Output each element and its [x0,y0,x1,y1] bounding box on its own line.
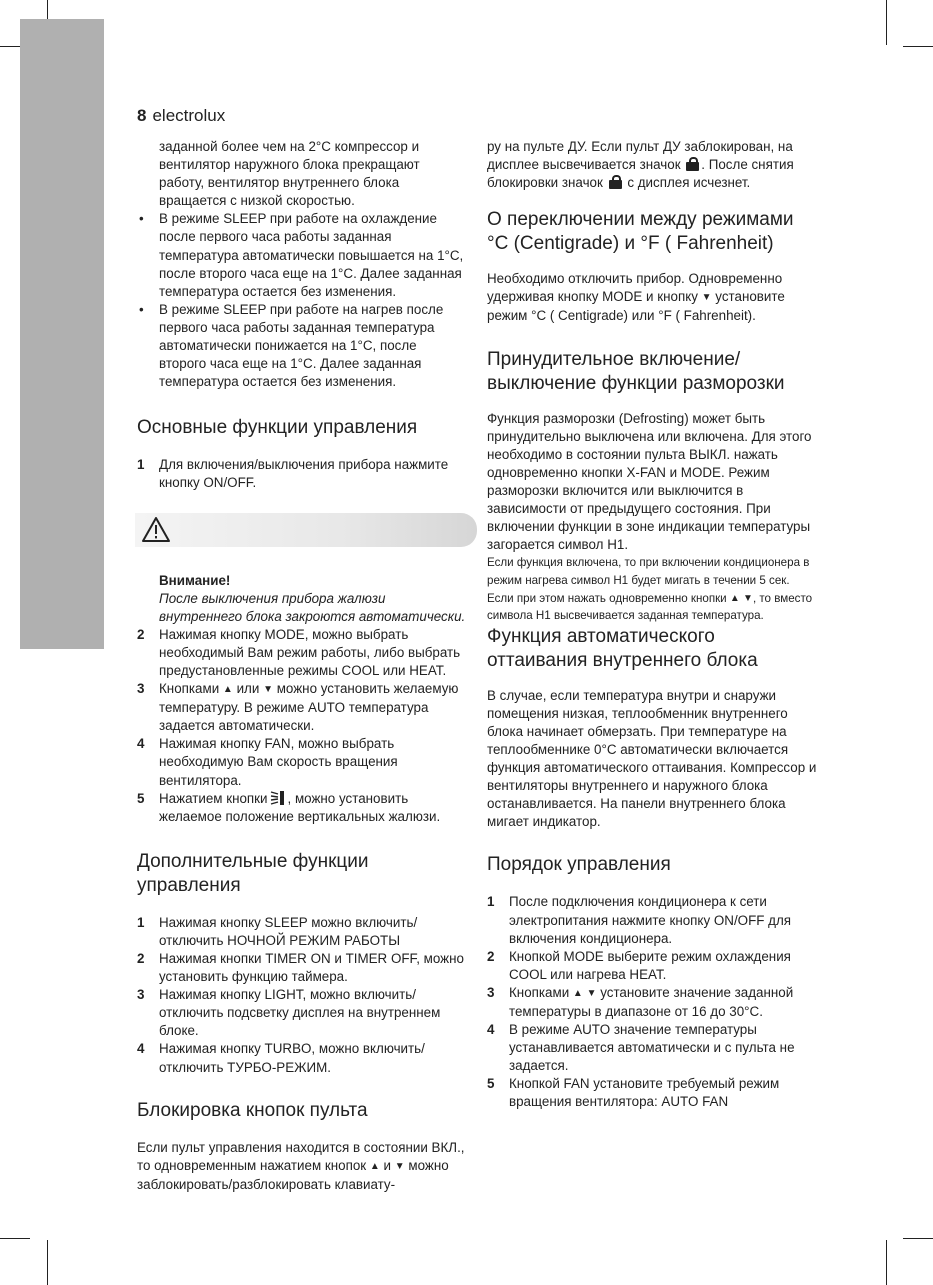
list-number: 2 [137,626,145,642]
lock-icon [686,157,699,171]
list-text: Кнопкой MODE выберите режим охлаждения COOL или нагрева HEAT. [509,948,791,982]
paragraph [487,554,819,624]
list-number: 3 [137,681,145,697]
crop-mark [0,1238,30,1239]
lock-icon [609,175,622,189]
units-text: Необходимо отключить прибор. Одновременно удерживая кнопку MODE и кнопку [487,271,783,305]
crop-mark [886,0,887,45]
crop-mark [886,1240,887,1285]
lock-cont-text: ру на пульте ДУ. Если пульт ДУ заблокирован, на дисплее высвечивается значок [487,139,793,173]
left-column [137,138,467,1194]
list-text: Кнопками [159,681,220,697]
list-number: 1 [487,894,495,910]
paragraph: В случае, если температура внутри и снаружи помещения низкая, теплообменник внутреннего блока начинает обмерзать. При температуре на теплообменнике 0°С автоматически включается функция автоматического оттаивания. Компрессор и вентиляторы внутреннего и наружного блока останавливается. На панели внутреннего блока мигает индикатор. [487,687,817,830]
bullet-item: • В режиме SLEEP при работе на охлаждение после первого часа работы заданная температура автоматически повышается на 1°С, после второго часа еще на 1°С. Далее заданная температура остается без изменения. [137,210,467,300]
list-text: Нажатием кнопки [159,790,268,806]
list-text: Нажимая кнопку TURBO, можно включить/отключить ТУРБО-РЕЖИМ. [159,1041,425,1075]
list-number: 1 [137,914,145,930]
list-item [137,914,467,950]
paragraph [487,270,819,325]
lock-text: Если пульт управления находится в состоянии ВКЛ., то одновременным нажатием кнопок [137,1139,465,1173]
side-tab [20,19,104,649]
lock-text: и [383,1157,392,1173]
list-number: 4 [137,736,145,752]
section-heading: Порядок управления [487,854,671,876]
list-number: 5 [487,1076,495,1092]
list-text: Нажимая кнопку LIGHT, можно включить/отключить подсветку дисплея на внутреннем блоке. [159,987,441,1039]
section-heading: Основные функции управления [137,417,418,439]
swing-louver-icon [270,790,286,806]
warning-note [137,572,467,626]
up-arrow-icon: ▲ [369,1160,380,1172]
down-arrow-icon: ▼ [586,987,597,999]
crop-mark [47,1240,48,1285]
list-text: Нажимая кнопки TIMER ON и TIMER OFF, можно установить функцию таймера. [159,951,464,985]
lock-cont-text: . После снятия блокировки значок [487,157,794,191]
paragraph [487,138,819,192]
down-arrow-icon: ▼ [394,1160,405,1172]
down-arrow-icon: ▼ [701,292,712,304]
list-item [487,1021,819,1075]
list-item [487,984,819,1021]
warning-icon [141,516,171,544]
warning-banner [135,513,477,547]
down-arrow-icon: ▼ [743,592,753,604]
lock-text: можно заблокировать/разблокировать клавиату- [137,1157,449,1192]
up-arrow-icon: ▲ [729,592,740,604]
list-item [137,626,467,680]
bullet-item: • В режиме SLEEP при работе на нагрев после первого часа работы заданная температура автоматически понижается на 1°С, после второго часа еще на 1°С. Далее заданная температура остается без изменения. [137,301,467,391]
section-heading: О переключении между режимами °С (Centigrade) и °F ( Fahrenheit) [487,209,794,255]
list-number: 5 [137,790,145,806]
page-number: 8 [137,106,147,125]
units-text: установите режим °С ( Centigrade) или °F ( Fahrenheit). [487,289,785,324]
list-text: Для включения/выключения прибора нажмите кнопку ON/OFF. [159,457,449,491]
list-text: Нажимая кнопку MODE, можно выбрать необходимый Вам режим работы, либо выбрать предустановленные режимы COOL или HEAT. [159,626,461,678]
defrost-note: , то вместо символа H1 высвечивается заданная температура. [487,591,813,623]
right-column [487,138,819,1112]
list-number: 4 [137,1041,145,1057]
list-number: 1 [137,457,145,473]
list-text: После подключения кондиционера к сети электропитания нажмите кнопку ON/OFF для включения кондиционера. [509,894,792,946]
page-header [137,106,225,126]
list-text: или [236,681,260,697]
list-number: 2 [137,951,145,966]
section-heading: Блокировка кнопок пульта [137,1099,368,1121]
brand-name: electrolux [152,106,226,125]
list-number: 2 [487,948,495,964]
paragraph: Функция разморозки (Defrosting) может быть принудительно выключена или включена. Для этого необходимо в состоянии пульта ВЫКЛ. нажать одновременно кнопки X-FAN и MODE. Режим разморозки включится или выключится в зависимости от предыдущего состояния. При включении функции в зоне индикации температуры загорается символ H1. [487,410,812,553]
up-arrow-icon: ▲ [572,987,583,999]
list-item [137,790,467,826]
section-heading: Принудительное включение/выключение функции разморозки [487,348,785,394]
list-item [487,1075,819,1111]
list-item [137,735,467,789]
list-text: В режиме AUTO значение температуры устанавливается автоматически и с пульта не задается. [509,1022,795,1074]
list-item [137,456,467,492]
list-item [137,986,467,1040]
list-text: установите значение заданной температуры в диапазоне от 16 до 30°С. [509,984,794,1019]
list-item [137,680,467,735]
list-number: 4 [487,1022,495,1038]
warning-text: После выключения прибора жалюзи внутреннего блока закроются автоматически. [159,590,466,624]
defrost-note: Если функция включена, то при включении кондиционера в режим нагрева символ H1 будет мигать в течении 5 сек. Если при этом нажать одновременно кнопки [487,556,810,605]
list-item [137,1040,467,1076]
crop-mark [903,46,933,47]
down-arrow-icon: ▼ [263,684,273,696]
paragraph: заданной более чем на 2°С компрессор и вентилятор наружного блока прекращают работу, вентилятор внутреннего блока вращается с низкой скоростью. [159,139,420,209]
list-text: Кнопкой FAN установите требуемый режим вращения вентилятора: AUTO FAN [509,1076,780,1110]
list-text: Нажимая кнопку SLEEP можно включить/отключить НОЧНОЙ РЕЖИМ РАБОТЫ [159,914,418,948]
list-number: 3 [487,984,495,1000]
paragraph [137,1139,467,1194]
section-heading: Дополнительные функции управления [137,850,369,896]
lock-cont-text: с дисплея исчезнет. [627,175,751,191]
up-arrow-icon: ▲ [222,684,233,696]
list-text: Нажимая кнопку FAN, можно выбрать необходимую Вам скорость вращения вентилятора. [159,736,398,788]
list-item [487,893,819,947]
list-text: , можно установить желаемое положение вертикальных жалюзи. [159,790,441,824]
list-item [137,950,467,986]
list-text: можно установить желаемую температуру. В режиме AUTO температура задается автоматически. [159,681,459,734]
list-number: 3 [137,987,145,1003]
list-text: Кнопками [509,984,570,1000]
list-item [487,948,819,984]
crop-mark [903,1238,933,1239]
warning-title: Внимание! [159,572,231,588]
section-heading: Функция автоматического оттаивания внутреннего блока [487,625,758,671]
